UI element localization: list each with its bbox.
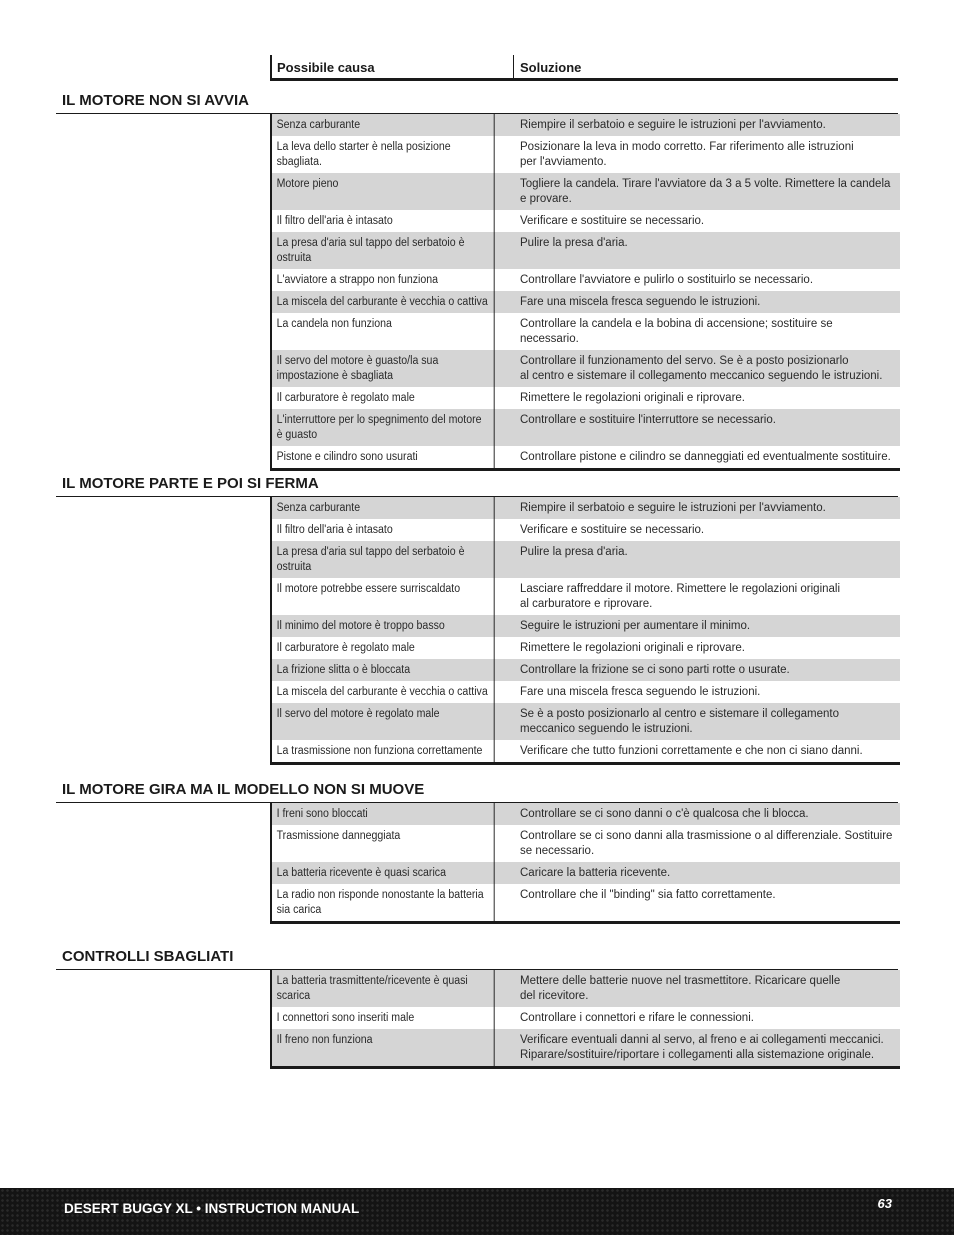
cause-text: La radio non risponde nonostante la batteria sia carica [276,889,484,916]
column-header-cause: Possibile causa [272,55,514,78]
solution-text: Verificare eventuali danni al servo, al freno e ai collegamenti meccanici. Riparare/sostituire/riportare i collegamenti alla sistemazione originale. [520,1034,884,1061]
solution-cell [514,497,900,519]
cause-cell [272,173,495,210]
solution-cell [514,970,900,1007]
cause-text: Pistone e cilindro sono usurati [276,451,418,463]
solution-text: Fare una miscela fresca seguendo le istruzioni. [520,686,761,698]
page-number: 63 [877,1196,892,1211]
cause-text: I freni sono bloccati [276,808,368,820]
table-row [272,578,900,615]
solution-cell [514,578,900,615]
table-row [272,825,900,862]
cause-cell [272,740,495,762]
solution-cell [514,519,900,541]
solution-cell [514,740,900,762]
table-row [272,519,900,541]
solution-cell [514,681,900,703]
solution-text: Controllare che il "binding" sia fatto correttamente. [520,889,776,901]
troubleshooting-section [56,948,898,1069]
table-row [272,1007,900,1029]
table-row [272,541,900,578]
cause-text: Il filtro dell'aria è intasato [276,524,393,536]
cause-text: La leva dello starter è nella posizione sbagliata. [276,141,451,168]
solution-cell [514,173,900,210]
troubleshooting-table [270,114,900,471]
solution-cell [514,1029,900,1066]
cause-text: L'interruttore per lo spegnimento del motore è guasto [276,414,482,441]
solution-cell [514,862,900,884]
cause-text: La batteria ricevente è quasi scarica [276,867,446,879]
cause-cell [272,681,495,703]
cause-text: Senza carburante [276,119,361,131]
solution-cell [514,114,900,136]
cause-text: L'avviatore a strappo non funziona [276,274,439,286]
solution-text: Riempire il serbatoio e seguire le istruzioni per l'avviamento. [520,502,826,514]
cause-cell [272,825,495,862]
solution-text: Mettere delle batterie nuove nel trasmettitore. Ricaricare quelle del ricevitore. [520,975,841,1002]
table-row [272,350,900,387]
manual-title: DESERT BUGGY XL • INSTRUCTION MANUAL [64,1201,360,1216]
cause-text: Il servo del motore è regolato male [276,708,440,720]
solution-text: Controllare e sostituire l'interruttore se necessario. [520,414,776,426]
solution-text: Controllare i connettori e rifare le connessioni. [520,1012,754,1024]
cause-cell [272,291,495,313]
solution-text: Riempire il serbatoio e seguire le istruzioni per l'avviamento. [520,119,826,131]
solution-cell [514,541,900,578]
section-title: IL MOTORE PARTE E POI SI FERMA [56,475,898,497]
solution-text: Pulire la presa d'aria. [520,546,628,558]
table-row [272,803,900,825]
table-row [272,862,900,884]
troubleshooting-section [56,92,898,471]
cause-cell [272,970,495,1007]
solution-cell [514,387,900,409]
table-row [272,210,900,232]
cause-text: Il motore potrebbe essere surriscaldato [276,583,461,595]
cause-cell [272,409,495,446]
cause-text: La trasmissione non funziona correttamente [276,745,483,757]
solution-text: Controllare se ci sono danni o c'è qualcosa che li blocca. [520,808,809,820]
table-row [272,740,900,762]
solution-text: Controllare la candela e la bobina di accensione; sostituire se necessario. [520,318,833,345]
table-row [272,497,900,519]
solution-cell [514,1007,900,1029]
solution-text: Rimettere le regolazioni originali e riprovare. [520,642,745,654]
solution-text: Caricare la batteria ricevente. [520,867,671,879]
table-row [272,173,900,210]
table-row [272,409,900,446]
solution-cell [514,803,900,825]
table-row [272,615,900,637]
solution-text: Verificare che tutto funzioni correttamente e che non ci siano danni. [520,745,863,757]
cause-cell [272,350,495,387]
cause-cell [272,210,495,232]
troubleshooting-table [270,497,900,765]
cause-text: Il carburatore è regolato male [276,392,415,404]
solution-cell [514,210,900,232]
cause-text: Il minimo del motore è troppo basso [276,620,445,632]
solution-text: Se è a posto posizionarlo al centro e sistemare il collegamento meccanico seguendo le istruzioni. [520,708,839,735]
cause-cell [272,387,495,409]
cause-cell [272,1029,495,1066]
cause-cell [272,269,495,291]
solution-cell [514,446,900,468]
cause-text: Il filtro dell'aria è intasato [276,215,393,227]
troubleshooting-table [270,970,900,1069]
solution-text: Verificare e sostituire se necessario. [520,524,705,536]
cause-cell [272,615,495,637]
solution-cell [514,703,900,740]
solution-cell [514,409,900,446]
solution-cell [514,825,900,862]
cause-cell [272,637,495,659]
cause-text: Senza carburante [276,502,361,514]
cause-text: La frizione slitta o è bloccata [276,664,411,676]
cause-cell [272,446,495,468]
solution-cell [514,313,900,350]
table-row [272,136,900,173]
solution-cell [514,884,900,921]
solution-cell [514,291,900,313]
cause-text: La candela non funziona [276,318,392,330]
cause-text: La presa d'aria sul tappo del serbatoio è ostruita [276,546,465,573]
table-row [272,637,900,659]
cause-text: Il servo del motore è guasto/la sua impostazione è sbagliata [276,355,439,382]
solution-text: Controllare se ci sono danni alla trasmissione o al differenziale. Sostituire se necessario. [520,830,893,857]
column-header-solution: Soluzione [520,60,582,75]
cause-cell [272,313,495,350]
table-row [272,387,900,409]
section-title: CONTROLLI SBAGLIATI [56,948,898,970]
cause-cell [272,659,495,681]
troubleshooting-table [270,803,900,924]
solution-text: Lasciare raffreddare il motore. Rimettere le regolazioni originali al carburatore e riprovare. [520,583,841,610]
solution-text: Controllare la frizione se ci sono parti rotte o usurate. [520,664,790,676]
cause-text: La presa d'aria sul tappo del serbatoio è ostruita [276,237,465,264]
cause-cell [272,114,495,136]
troubleshooting-section [56,475,898,765]
table-row [272,681,900,703]
cause-cell [272,497,495,519]
table-row [272,703,900,740]
cause-text: I connettori sono inseriti male [276,1012,415,1024]
cause-cell [272,703,495,740]
table-row [272,269,900,291]
cause-text: Il carburatore è regolato male [276,642,415,654]
table-row [272,1029,900,1066]
solution-cell [514,232,900,269]
solution-text: Controllare l'avviatore e pulirlo o sostituirlo se necessario. [520,274,814,286]
cause-text: Trasmissione danneggiata [276,830,401,842]
table-row [272,970,900,1007]
cause-cell [272,884,495,921]
table-row [272,446,900,468]
section-title: IL MOTORE NON SI AVVIA [56,92,898,114]
cause-text: La miscela del carburante è vecchia o cattiva [276,686,488,698]
table-row [272,232,900,269]
solution-cell [514,269,900,291]
cause-cell [272,541,495,578]
solution-text: Fare una miscela fresca seguendo le istruzioni. [520,296,761,308]
table-row [272,884,900,921]
solution-text: Seguire le istruzioni per aumentare il minimo. [520,620,751,632]
solution-cell [514,615,900,637]
solution-text: Controllare il funzionamento del servo. Se è a posto posizionarlo al centro e sistemare il collegamento meccanico seguendo le istruzioni. [520,355,883,382]
solution-cell [514,659,900,681]
cause-cell [272,519,495,541]
solution-cell [514,136,900,173]
table-row [272,313,900,350]
solution-text: Posizionare la leva in modo corretto. Far riferimento alle istruzioni per l'avviamento. [520,141,854,168]
solution-text: Verificare e sostituire se necessario. [520,215,705,227]
column-header [270,55,898,81]
table-row [272,659,900,681]
section-title: IL MOTORE GIRA MA IL MODELLO NON SI MUOVE [56,781,898,803]
cause-text: Motore pieno [276,178,339,190]
table-row [272,291,900,313]
solution-text: Controllare pistone e cilindro se danneggiati ed eventualmente sostituire. [520,451,891,463]
solution-text: Pulire la presa d'aria. [520,237,628,249]
cause-cell [272,1007,495,1029]
troubleshooting-section [56,781,898,924]
footer-bar [0,1188,954,1235]
cause-text: Il freno non funziona [276,1034,373,1046]
solution-text: Togliere la candela. Tirare l'avviatore da 3 a 5 volte. Rimettere la candela e provare. [520,178,891,205]
cause-cell [272,136,495,173]
solution-cell [514,350,900,387]
cause-text: La miscela del carburante è vecchia o cattiva [276,296,488,308]
cause-cell [272,232,495,269]
solution-text: Rimettere le regolazioni originali e riprovare. [520,392,745,404]
cause-cell [272,803,495,825]
cause-cell [272,862,495,884]
solution-cell [514,637,900,659]
cause-text: La batteria trasmittente/ricevente è quasi scarica [276,975,468,1002]
table-row [272,114,900,136]
cause-cell [272,578,495,615]
